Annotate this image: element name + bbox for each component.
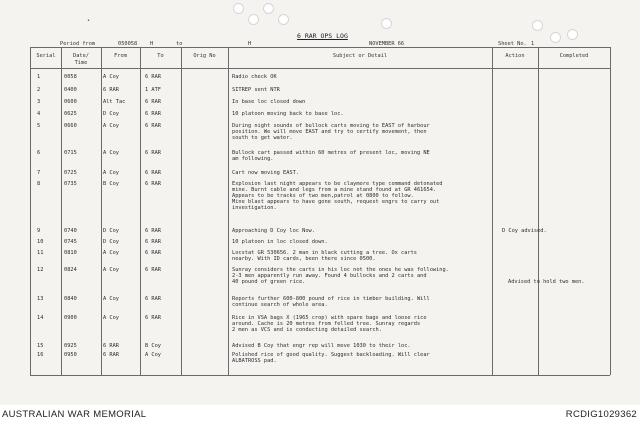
column-divider	[140, 47, 141, 375]
column-divider	[30, 47, 31, 375]
period-to-label: to	[176, 41, 183, 47]
column-divider	[181, 47, 182, 375]
punch-hole-decoration	[567, 29, 578, 40]
from-cell: A Coy	[103, 150, 119, 156]
detail-line: Advised B Coy that engr rep will move 1030 to their loc.	[232, 343, 411, 349]
to-cell: 6 RAR	[145, 315, 161, 321]
serial-cell: 1	[37, 74, 41, 80]
detail-line: nearby. With ID cards, been there since 0500.	[232, 256, 376, 263]
column-header-completed: Completed	[559, 53, 589, 59]
time-cell: 0625	[64, 111, 77, 117]
detail-line: around. Cache is 20 metres from felled tree. Sunray regards	[232, 321, 421, 328]
from-cell: A Coy	[103, 267, 119, 273]
from-cell: A Coy	[103, 250, 119, 256]
serial-cell: 11	[37, 250, 44, 256]
from-cell: 6 RAR	[103, 352, 119, 358]
sheet-label: Sheet No.	[498, 41, 527, 47]
to-cell: A Coy	[145, 352, 161, 358]
detail-line: During night sounds of bullock carts moving to EAST of harbour	[232, 123, 430, 129]
time-cell: 0660	[64, 123, 77, 129]
column-header-to: To	[157, 53, 164, 59]
from-cell: D Coy	[103, 111, 119, 117]
detail-line: 2 men as VCS and is conducting detailed search.	[232, 327, 382, 334]
time-cell: 0735	[64, 181, 77, 187]
detail-line: investigation.	[232, 205, 277, 212]
from-cell: A Coy	[103, 74, 119, 80]
table-bottom-rule	[30, 375, 610, 376]
time-cell: 0810	[64, 250, 77, 256]
serial-cell: 16	[37, 352, 44, 358]
serial-cell: 3	[37, 99, 41, 105]
column-divider	[538, 47, 539, 375]
punch-hole-decoration	[233, 3, 244, 14]
time-cell: 0600	[64, 99, 77, 105]
time-cell: 0950	[64, 352, 77, 358]
to-cell: 6 RAR	[145, 250, 161, 256]
period-h2: H	[248, 41, 252, 47]
to-cell: 6 RAR	[145, 150, 161, 156]
column-header-date-time: Date/ Time	[73, 53, 89, 66]
serial-cell: 2	[37, 87, 41, 93]
serial-cell: 5	[37, 123, 41, 129]
to-cell: 6 RAR	[145, 123, 161, 129]
to-cell: 6 RAR	[145, 228, 161, 234]
to-cell: 6 RAR	[145, 267, 161, 273]
detail-line: 2-3 men apparently run away. Found 4 bullocks and 2 carts and	[232, 273, 427, 280]
action-cell: D Coy advised.	[502, 228, 547, 234]
to-cell: 6 RAR	[145, 181, 161, 187]
serial-cell: 10	[37, 239, 44, 245]
serial-cell: 12	[37, 267, 44, 273]
detail-line: Appears to be tracks of two men,patrol at 0800 to follow.	[232, 193, 414, 200]
document-title: 6 RAR OPS LOG	[297, 32, 348, 40]
time-cell: 0725	[64, 170, 77, 176]
to-cell: 6 RAR	[145, 296, 161, 302]
column-header-serial: Serial	[36, 53, 56, 59]
to-cell: 6 RAR	[145, 170, 161, 176]
detail-line: am following.	[232, 156, 274, 163]
column-divider	[101, 47, 102, 375]
serial-cell: 4	[37, 111, 41, 117]
column-header-from: From	[114, 53, 127, 59]
from-cell: Alt Tac	[103, 99, 126, 105]
detail-line: Polished rice of good quality. Suggest backloading. Will clear	[232, 352, 430, 358]
detail-line: Rice in VSA bags X (1965 crop) with spare bags and loose rice	[232, 315, 427, 321]
detail-line: In base loc closed down	[232, 99, 306, 105]
from-cell: A Coy	[103, 123, 119, 129]
detail-line: continue search of whole area.	[232, 302, 328, 309]
table-top-rule	[30, 47, 610, 48]
time-cell: 0745	[64, 239, 77, 245]
column-divider	[492, 47, 493, 375]
from-cell: D Coy	[103, 228, 119, 234]
to-cell: B Coy	[145, 343, 161, 349]
serial-cell: 8	[37, 181, 41, 187]
time-cell: 0925	[64, 343, 77, 349]
serial-cell: 14	[37, 315, 44, 321]
from-cell: A Coy	[103, 315, 119, 321]
serial-cell: 9	[37, 228, 41, 234]
detail-line: south to get water.	[232, 135, 293, 142]
serial-cell: 13	[37, 296, 44, 302]
detail-line: ALBATROSS pad.	[232, 358, 277, 365]
detail-line: 10 platoon in loc closed down.	[232, 239, 328, 245]
footer-record-id: RCDIG1029362	[565, 409, 637, 420]
punch-hole-decoration	[278, 14, 289, 25]
period-from-label: Period from	[60, 41, 96, 47]
detail-line: Locstat GR 530656. 2 man in black cutting a tree. Ox carts	[232, 250, 417, 256]
time-cell: 0715	[64, 150, 77, 156]
to-cell: 6 RAR	[145, 111, 161, 117]
detail-line: Reports further 600-800 pound of rice in timber building. Will	[232, 296, 430, 302]
sheet-number: 1	[531, 41, 535, 47]
detail-line: 40 pound of green rice.	[232, 279, 306, 286]
from-cell: 6 RAR	[103, 343, 119, 349]
time-cell: 0824	[64, 267, 77, 273]
from-cell: 6 RAR	[103, 87, 119, 93]
from-cell: B Coy	[103, 181, 119, 187]
punch-hole-decoration	[248, 14, 259, 25]
action-cell: Advised to hold two men.	[508, 279, 585, 285]
punch-hole-decoration	[550, 32, 561, 43]
column-header-orig-no: Orig No	[193, 53, 216, 59]
column-header-action: Action	[505, 53, 525, 59]
detail-line: Cart now moving EAST.	[232, 170, 299, 176]
time-cell: 0058	[64, 74, 77, 80]
period-month: NOVEMBER 66	[369, 41, 405, 47]
punch-hole-decoration	[263, 3, 274, 14]
detail-line: Bullock cart passed within 60 metres of present loc, moving NE	[232, 150, 430, 156]
period-from-value: 050058	[118, 41, 138, 47]
to-cell: 6 RAR	[145, 239, 161, 245]
period-h1: H	[150, 41, 154, 47]
column-divider	[61, 47, 62, 375]
time-cell: 0900	[64, 315, 77, 321]
from-cell: A Coy	[103, 170, 119, 176]
from-cell: A Coy	[103, 296, 119, 302]
column-divider	[228, 47, 229, 375]
detail-line: Explosion last night appears to be claymore type command detonated	[232, 181, 443, 187]
column-divider	[610, 47, 611, 375]
punch-hole-decoration	[532, 20, 543, 31]
to-cell: 1 ATF	[145, 87, 161, 93]
time-cell: 0740	[64, 228, 77, 234]
corner-mark: •	[87, 18, 91, 24]
time-cell: 0400	[64, 87, 77, 93]
serial-cell: 6	[37, 150, 41, 156]
footer-archive-name: AUSTRALIAN WAR MEMORIAL	[2, 409, 147, 420]
to-cell: 6 RAR	[145, 74, 161, 80]
detail-line: Radio check OK	[232, 74, 277, 80]
detail-line: position. We will move EAST and try to certify movement, then	[232, 129, 427, 136]
detail-line: SITREP sent NTR	[232, 87, 280, 93]
detail-line: mine. Burnt cable and legs from a mine stand found at GR 461654.	[232, 187, 437, 194]
detail-line: 10 platoon moving back to base loc.	[232, 111, 344, 117]
detail-line: Sunray considers the carts in his loc not the ones he was following.	[232, 267, 449, 273]
detail-line: Mine blast appears to have gone south, request engrs to carry out	[232, 199, 440, 206]
to-cell: 6 RAR	[145, 99, 161, 105]
time-cell: 0840	[64, 296, 77, 302]
punch-hole-decoration	[381, 18, 392, 29]
column-header-subject: Subject or Detail	[332, 53, 388, 59]
detail-line: Approaching D Coy loc Now.	[232, 228, 315, 234]
serial-cell: 7	[37, 170, 41, 176]
table-header-rule	[30, 68, 610, 69]
serial-cell: 15	[37, 343, 44, 349]
from-cell: D Coy	[103, 239, 119, 245]
